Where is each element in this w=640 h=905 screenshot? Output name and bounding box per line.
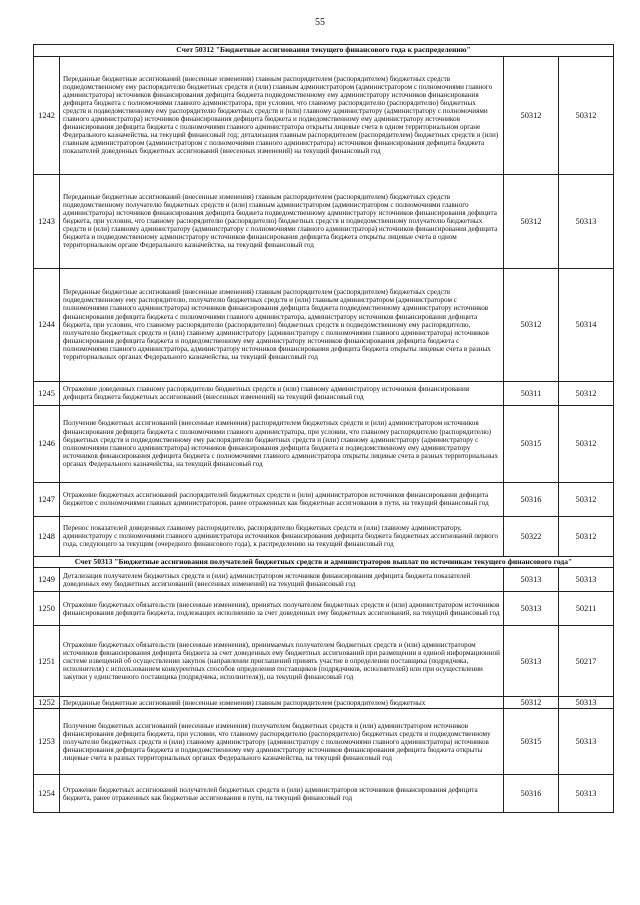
section-heading: Счет 50313 "Бюджетные ассигнования получателей бюджетных средств и администраторов выплат по источникам текущего финансового года" xyxy=(34,556,614,568)
row-number: 1242 xyxy=(34,56,60,174)
table-row xyxy=(34,56,614,174)
entry-description: Переданные бюджетные ассигнований (внесенные изменения) главным распорядителем (распорядителем) бюджетных xyxy=(60,697,504,709)
table-row xyxy=(34,775,614,813)
table-row xyxy=(34,174,614,268)
entry-description: Получение бюджетных ассигнований (внесенные изменения) распорядителем бюджетных средств и (или) администратором источников финансирования дефицита бюджета с полномочиями главного администратора, при условии, что главному распорядителю (распорядителю) бюджетных средств и подведомственному ему распорядителю бюджетных средств и (или) главному администратору (администратору с полномочиями главного администратора) источников финансирования дефицита бюджета и подведомственному ему администратору источников финансирования дефицита бюджета с полномочиями главного администратора открыты лицевые счета в разных территориальных органах Федерального казначейства, на текущий финансовый год xyxy=(60,405,504,482)
credit-account: 50313 xyxy=(559,697,614,709)
entry-description: Переданные бюджетные ассигнований (внесенные изменения) главным распорядителем (распорядителем) бюджетных средств подведомственному ему распорядителю бюджетных средств и (или) главным администратором (администратором с полномочиями главного администратора) источников финансирования дефицита бюджета подведомственному ему администратору источников финансирования дефицита бюджета с полномочиями главного администратора, при условии, что главному распорядителю (распорядителю) бюджетных средств и подведомственному ему распорядителю бюджетных средств и (или) главному администратору (администратору с полномочиями главного администратора) источников финансирования дефицита бюджета и подведомственному ему администратору источников финансирования дефицита бюджета с полномочиями главного администратора открыты лицевые счета в одном территориальном органе Федерального казначейства, на текущий финансовый год; детализация главным распорядителем (распорядителем) бюджетных средств и (или) главным администратором (администратором с полномочиями главного администратора) источников финансирования дефицита бюджета показателей доведенных бюджетных ассигнований (внесенных изменений) на текущий финансовый год xyxy=(60,56,504,174)
debit-account: 50313 xyxy=(504,592,559,626)
credit-account: 50314 xyxy=(559,268,614,381)
entry-description: Переданные бюджетные ассигнований (внесенные изменения) главным распорядителем (распорядителем) бюджетных средств подведомственному получателю бюджетных средств и (или) главным администратором (администратором с полномочиями главного администратора) источников финансирования дефицита бюджета подведомственному администратору источников финансирования дефицита бюджета, при условии, что главному распорядителю (распорядителю) бюджетных средств и подведомственному получателю бюджетных средств и (или) главному администратору (администратору с полномочиями главного администратора) источников финансирования дефицита бюджета и подведомственному администратору источников финансирования дефицита бюджета открыты лицевые счета в одном территориальном органе Федерального казначейства, на текущий финансовый год xyxy=(60,174,504,268)
debit-account: 50315 xyxy=(504,709,559,775)
credit-account: 50217 xyxy=(559,626,614,697)
entry-description: Отражение бюджетных обязательств (внесенные изменения), принятых получателем бюджетных средств и (или) администратором источников финансирования дефицита бюджета, подлежащих исполнению за счет доведенных ему бюджетных ассигнований, на текущий финансовый год xyxy=(60,592,504,626)
table-row xyxy=(34,626,614,697)
row-number: 1254 xyxy=(34,775,60,813)
credit-account: 50313 xyxy=(559,568,614,592)
section-heading: Счет 50312 "Бюджетные ассигнования текущего финансового года к распределению" xyxy=(34,45,614,57)
entry-description: Отражение доведенных главному распорядителю бюджетных средств и (или) главному администратору источников финансирования дефицита бюджета бюджетных ассигнований (внесенных изменений) на текущий финансовый год xyxy=(60,381,504,405)
section-heading-row xyxy=(34,556,614,568)
debit-account: 50322 xyxy=(504,516,559,556)
credit-account: 50312 xyxy=(559,405,614,482)
credit-account: 50313 xyxy=(559,775,614,813)
debit-account: 50311 xyxy=(504,381,559,405)
table-row xyxy=(34,709,614,775)
credit-account: 50312 xyxy=(559,516,614,556)
credit-account: 50313 xyxy=(559,709,614,775)
row-number: 1253 xyxy=(34,709,60,775)
credit-account: 50312 xyxy=(559,56,614,174)
entry-description: Переданные бюджетные ассигнований (внесенные изменения) главным распорядителем (распорядителем) бюджетных средств подведомственному ему распорядителю, получателю бюджетных средств и (или) главным администратором (администратором с полномочиями главного администратора) источников финансирования дефицита бюджета подведомственному администратору источников финансирования дефицита бюджета с полномочиями главного администратора, администратору источников финансирования дефицита бюджета, при условии, что главному распорядителю (распорядителю) бюджетных средств и подведомственному ему распорядителю, получателю бюджетных средств и (или) главному администратору (администратору с полномочиями главного администратора) источников финансирования дефицита бюджета и подведомственному ему администратору источников финансирования дефицита бюджета с полномочиями главного администратора, администратору источников финансирования дефицита бюджета открыты лицевые счета в разных территориальных органах Федерального казначейства, на текущий финансовый год xyxy=(60,268,504,381)
debit-account: 50315 xyxy=(504,405,559,482)
table-row xyxy=(34,268,614,381)
debit-account: 50313 xyxy=(504,626,559,697)
row-number: 1249 xyxy=(34,568,60,592)
debit-account: 50316 xyxy=(504,775,559,813)
debit-account: 50316 xyxy=(504,482,559,516)
row-number: 1243 xyxy=(34,174,60,268)
debit-account: 50312 xyxy=(504,697,559,709)
credit-account: 50313 xyxy=(559,174,614,268)
row-number: 1250 xyxy=(34,592,60,626)
entry-description: Отражение бюджетных ассигнований получателей бюджетных средств и (или) администраторов источников финансирования дефицита бюджета, ранее отраженных как бюджетные ассигнования в пути, на текущий финансовый год xyxy=(60,775,504,813)
table-row xyxy=(34,568,614,592)
table-row xyxy=(34,482,614,516)
entry-description: Перенос показателей доведенных главному распорядителю, распорядителю бюджетных средств и (или) главному администратору, администратору с полномочиями главного администратора источников финансирования дефицита бюджета бюджетных ассигнований первого года, следующего за текущим (очередного финансового года), к распределению на текущий финансовый год xyxy=(60,516,504,556)
debit-account: 50313 xyxy=(504,568,559,592)
entry-description: Отражение бюджетных ассигнований распорядителей бюджетных средств и (или) администраторов источников финансирования дефицита бюджетов с полномочиями главных администраторов, ранее отраженных как бюджетные ассигнования в пути, на текущий финансовый год xyxy=(60,482,504,516)
row-number: 1246 xyxy=(34,405,60,482)
row-number: 1245 xyxy=(34,381,60,405)
section-heading-row xyxy=(34,45,614,57)
debit-account: 50312 xyxy=(504,56,559,174)
table-row xyxy=(34,381,614,405)
row-number: 1244 xyxy=(34,268,60,381)
accounting-entries-table xyxy=(33,44,614,813)
row-number: 1247 xyxy=(34,482,60,516)
debit-account: 50312 xyxy=(504,268,559,381)
debit-account: 50312 xyxy=(504,174,559,268)
entry-description: Детализация получателем бюджетных средств и (или) администратором источников финансирования дефицита бюджета показателей доведенных ему бюджетных ассигнований (внесенных изменений) на текущий финансовый год xyxy=(60,568,504,592)
entry-description: Получение бюджетных ассигнований (внесенные изменения) получателем бюджетных средств и (или) администратором источников финансирования дефицита бюджета, при условии, что главному распорядителю (распорядителю) бюджетных средств и подведомственному получателю бюджетных средств и (или) главному администратору (администратору с полномочиями главного администратора) источников финансирования дефицита бюджета и подведомственному ему администратору источников финансирования дефицита бюджета открыты лицевые счета в разных территориальных органах Федерального казначейства, на текущий финансовый год xyxy=(60,709,504,775)
credit-account: 50211 xyxy=(559,592,614,626)
row-number: 1252 xyxy=(34,697,60,709)
row-number: 1248 xyxy=(34,516,60,556)
table-row xyxy=(34,405,614,482)
entry-description: Отражение бюджетных обязательств (внесенные изменения), принимаемых получателем бюджетных средств и (или) администратором источников финансирования дефицита бюджета за счет доведенных ему бюджетных ассигнований при размещении в единой информационной системе извещений об осуществлении закупок (направлении приглашений принять участие в определении поставщика (подрядчика, исполнителя) с использованием конкурентных способов определения поставщиков (подрядчиков, исполнителей) или при осуществлении закупки у единственного поставщика (подрядчика, исполнителя)), на текущий финансовый год xyxy=(60,626,504,697)
credit-account: 50312 xyxy=(559,482,614,516)
credit-account: 50312 xyxy=(559,381,614,405)
row-number: 1251 xyxy=(34,626,60,697)
table-row xyxy=(34,516,614,556)
table-row xyxy=(34,697,614,709)
table-row xyxy=(34,592,614,626)
page-number: 55 xyxy=(315,17,325,28)
